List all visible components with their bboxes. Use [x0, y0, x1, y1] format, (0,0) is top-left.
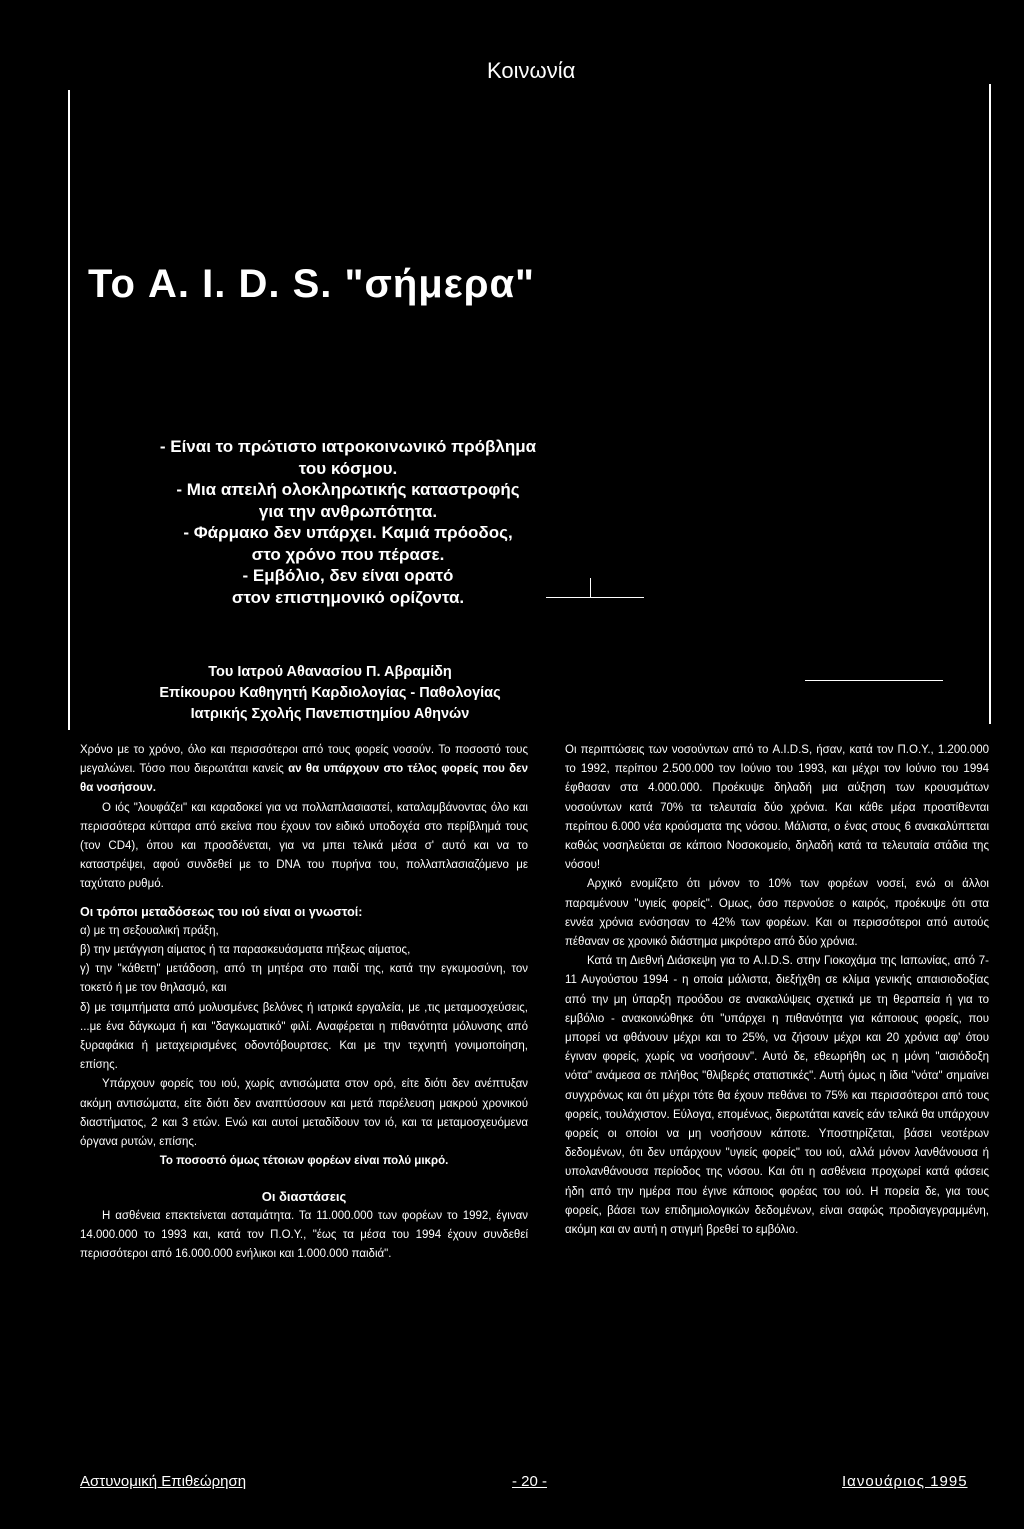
- paragraph: Κατά τη Διεθνή Διάσκεψη για το A.I.D.S. στην Γιοκοχάμα της Ιαπωνίας, από 7-11 Αυγούστου 1994 - η οποία μάλιστα, διεξήχθη σε κλίμα γενικής απαισιοδοξίας από την μη ύπαρξη προόδου σε ανακαλύψεις σχετικά με τη θεραπεία ή για το εμβόλιο - ανακοινώθηκε ότι "υπάρχει η πιθανότητα για κάποιους φορείς, που μπορεί να φθάνουν μέχρι και το 25%, να ζήσουν μέχρι και 20 χρόνια αφ' ότου έγιναν φορείς, χωρίς να νοσήσουν". Αυτό δε, εθεωρήθη ως η μόνη "αισιόδοξη νότα" ανάμεσα σε πλήθος "θλιβερές στατιστικές". Αυτή όμως η ίδια "νότα" σημαίνει συγχρόνως και ότι μέχρι τότε θα έχουν πεθάνει το 75% και περισσότεροι από τους φορείς, τουλάχιστον. Εύλογα, επομένως, διερωτάται κανείς εάν τελικά θα υπάρχουν φορείς οι οποίοι να μη νοσήσουν κάποτε. Υποστηρίζεται, βάσει νεοτέρων δεδομένων, ότι δεν υπάρχουν "υγιείς φορείς" του ιού, αλλά μόνον λανθάνουσα ή υπολανθάνουσα περίοδος της νόσου. Και ότι η ασθένεια προχωρεί κατά φάσεις ήδη από την ημέρα που έγινε κάποιος φορέας του ιού. Η πορεία δε, για τους φορείς, βάσει των επιδημιολογικών δεδομένων, είναι σαφώς προδιαγεγραμμένη, ακόμη και αν αυτή η στιγμή βρεθεί το εμβόλιο.: [565, 955, 989, 1237]
- bullet-line: - Εμβόλιο, δεν είναι ορατό: [242, 566, 454, 585]
- author-title: Επίκουρου Καθηγητή Καρδιολογίας - Παθολογίας: [159, 685, 501, 701]
- section-header: Κοινωνία: [487, 58, 576, 83]
- footer-page-number: - 20 -: [512, 1473, 548, 1490]
- bullet-line: - Μια απειλή ολοκληρωτικής καταστροφής: [176, 480, 520, 499]
- paragraph: Οι περιπτώσεις των νοσούντων από το A.I.D.S, ήσαν, κατά τον Π.Ο.Υ., 1.200.000 το 1992, περίπου 2.500.000 τον Ιούνιο του 1993, και μέχρι τον Ιούνιο του 1994 έφθασαν στα 4.000.000. Προέκυψε δηλαδή μια αύξηση των κρουσμάτων νοσούντων κατά 70% τα τελευταία δύο χρόνια. Και κάθε μέρα προστίθενται περίπου 6.000 νέα κρούσματα της νόσου. Μάλιστα, ο ένας στους 6 ανακαλύπτεται καθώς νοσηλεύεται σε κάποιο Νοσοκομείο, δηλαδή κατά τα τελευταία στάδια της νόσου!: [565, 744, 989, 872]
- bullet-line: του κόσμου.: [298, 458, 398, 478]
- article-title: Το A. I. D. S. "σήμερα": [88, 262, 536, 306]
- subheading-dimensions: Οι διαστάσεις: [261, 1189, 347, 1205]
- paragraph: [80, 741, 528, 799]
- decorative-rule: [805, 680, 943, 681]
- bullet-line: για την ανθρωπότητα.: [258, 501, 438, 521]
- subheading-transmission: Οι τρόποι μεταδόσεως του ιού είναι οι γνωστοί:: [80, 904, 363, 919]
- summary-bullets: [88, 436, 608, 608]
- paragraph: Υπάρχουν φορείς του ιού, χωρίς αντισώματα στον ορό, είτε διότι δεν ανέπτυξαν ακόμη αντισώματα, είτε διότι δεν αναπτύσσουν και μετά παρέλευση μακρού χρονικού διαστήματος, 2 και 3 ετών. Ενώ και αυτοί μεταδίδουν τον ιό, και τα μεταμοσχευόμενα όργανα ρυτών, επίσης.: [80, 1078, 528, 1149]
- list-item: γ) την "κάθετη" μετάδοση, από τη μητέρα στο παιδί της, κατά την εγκυμοσύνη, τον τοκετό ή με τον θηλασμό, και: [80, 963, 528, 995]
- paragraph-emphasis: αν θα υπάρχουν στο τέλος φορείς που δεν θα νοσήσουν.: [80, 763, 528, 795]
- paragraph: Αρχικό ενομίζετο ότι μόνον το 10% των φορέων νοσεί, ενώ οι άλλοι παραμένουν "υγιείς φορείς". Ομως, όσο περνούσε ο καιρός, προέκυψε ότι στα εννέα χρόνια ενόσησαν το 42% των φορέων. Και οι περισσότεροι από αυτούς πέθαναν σε χρονικό διάστημα μικρότερο από δύο χρόνια.: [565, 878, 989, 949]
- author-name: Του Ιατρού Αθανασίου Π. Αβραμίδη: [208, 664, 452, 680]
- author-affiliation: Ιατρικής Σχολής Πανεπιστημίου Αθηνών: [190, 706, 470, 722]
- list-item: α) με τη σεξουαλική πράξη,: [80, 924, 219, 937]
- footer-publication: Αστυνομική Επιθεώρηση: [80, 1473, 247, 1490]
- bullet-line: στο χρόνο που πέρασε.: [251, 544, 445, 564]
- paragraph-emphasis: Το ποσοστό όμως τέτοιων φορέων είναι πολύ μικρό.: [159, 1155, 449, 1168]
- paragraph: Ο ιός "λουφάζει" και καραδοκεί για να πολλαπλασιαστεί, καταλαμβάνοντας όλο και περισσότερα κύτταρα από εκείνα που έχουν τον ειδικό υποδοχέα στο περίβλημά τους (τον CD4), όπου και προσδένεται, για να μπει τελικά μέσα σ' αυτό και να το καταστρέψει, αφού συνδεθεί με το DNA του πυρήνα του, πολλαπλασιαζόμενο με ταχύτατο ρυθμό.: [80, 801, 528, 891]
- bullet-line: στον επιστημονικό ορίζοντα.: [231, 587, 465, 607]
- bullet-line: - Είναι το πρώτιστο ιατροκοινωνικό πρόβλημα: [159, 437, 537, 456]
- footer-date: Ιανουάριος 1995: [842, 1473, 968, 1490]
- right-column: [565, 741, 989, 1240]
- author-byline: [130, 662, 530, 725]
- paragraph-text: Χρόνο με το χρόνο, όλο και περισσότεροι από τους φορείς νοσούν. Το ποσοστό τους μεγαλώνει. Τόσο που διερωτάται κανείς: [80, 744, 528, 776]
- frame-line-right: [989, 84, 991, 724]
- left-column: [80, 741, 528, 1264]
- frame-line-left: [68, 90, 70, 730]
- list-item: δ) με τσιμπήματα από μολυσμένες βελόνες ή ιατρικά εργαλεία, με ,τις μεταμοσχεύσεις, ...με ένα δάγκωμα ή και "δαγκωματικό" φιλί. Αναφέρεται η πιθανότητα μόλυνσης από ξυραφάκια ή μεταχειρισμένες οδοντόβουρτσες. Και με την τεχνητή γονιμοποίηση, επίσης.: [80, 1001, 528, 1072]
- paragraph: Η ασθένεια επεκτείνεται ασταμάτητα. Τα 11.000.000 των φορέων το 1992, έγιναν 14.000.000 το 1993 και, κατά τον Π.Ο.Υ., "έως τα μέσα του 1994 έχουν συνδεθεί περισσότεροι από 16.000.000 ενήλικοι και 1.000.000 παιδιά".: [80, 1209, 528, 1261]
- list-item: β) την μετάγγιση αίματος ή τα παρασκευάσματα πήξεως αίματος,: [80, 944, 411, 957]
- bullet-line: - Φάρμακο δεν υπάρχει. Καμιά πρόοδος,: [183, 523, 513, 542]
